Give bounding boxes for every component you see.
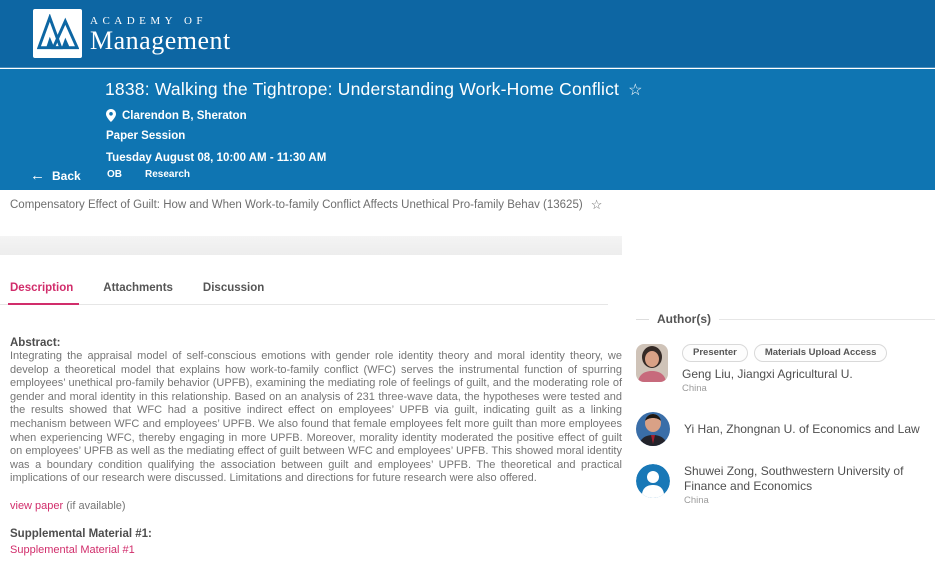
- top-header: [0, 0, 935, 68]
- session-tags: [107, 169, 190, 180]
- view-paper-link[interactable]: view paper: [10, 499, 64, 512]
- session-datetime: Tuesday August 08, 10:00 AM - 11:30 AM: [106, 152, 327, 164]
- logo-management: Management: [90, 26, 231, 55]
- tab-discussion[interactable]: Discussion: [202, 282, 265, 294]
- author-row-yi-han[interactable]: [636, 412, 935, 446]
- authors-sidebar: [636, 312, 935, 506]
- location-pin-icon: [106, 109, 116, 122]
- tab-description[interactable]: Description: [10, 276, 73, 304]
- author-name: Shuwei Zong, Southwestern University of Finance and Economics: [684, 464, 904, 493]
- aom-logo[interactable]: [33, 9, 231, 58]
- session-title: 1838: Walking the Tightrope: Understanding Work-Home Conflict: [105, 79, 620, 99]
- presenter-badge[interactable]: Presenter: [682, 344, 748, 362]
- author-row-shuwei-zong[interactable]: [636, 464, 935, 506]
- authors-heading-label: Author(s): [657, 312, 711, 326]
- description-panel: [10, 337, 622, 558]
- abstract-label: Abstract:: [10, 337, 61, 349]
- paper-title: Compensatory Effect of Guilt: How and When Work-to-family Conflict Affects Unethical Pro-family Behav (13625): [10, 199, 583, 211]
- tag-ob[interactable]: OB: [107, 169, 122, 180]
- tab-bar: [0, 276, 608, 305]
- session-type: Paper Session: [106, 130, 186, 142]
- view-paper-note: (if available): [66, 499, 126, 512]
- author-photo-avatar: [636, 412, 670, 446]
- heading-rule-right: [719, 319, 935, 320]
- back-arrow-icon: ←: [30, 167, 45, 184]
- supplemental-material-link[interactable]: Supplemental Material #1: [10, 543, 135, 556]
- author-row-geng-liu[interactable]: [636, 344, 935, 394]
- author-country: China: [684, 495, 709, 506]
- divider-bar: [0, 236, 622, 255]
- session-banner: [0, 69, 935, 190]
- back-button[interactable]: [30, 167, 81, 184]
- author-name: Geng Liu, Jiangxi Agricultural U.: [682, 367, 853, 381]
- tag-research[interactable]: Research: [145, 169, 191, 180]
- authors-heading: [636, 312, 935, 326]
- tab-attachments[interactable]: Attachments: [103, 282, 173, 294]
- logo-academy-of: ACADEMY OF: [90, 15, 208, 27]
- author-photo-avatar: [636, 344, 668, 382]
- supplemental-material-label: Supplemental Material #1:: [10, 527, 152, 540]
- aom-mountains-icon: [33, 9, 82, 58]
- aom-logo-text: [90, 13, 231, 54]
- abstract-text: Integrating the appraisal model of self-conscious emotions with gender role identity theory and moral identity theory, we develop a theoretical model that explains how work-to-family conflict (WFC) serves the instrumental function of spurring employees’ unethical pro-family behavior (UPFB), examining the mediating role of feelings of guilt, and the moderating role of gender and moral identity in this relationship. Based on an analysis of 231 three-wave data, the hypotheses were tested and the results showed that WFC had a positive indirect effect on employees’ UPFB via guilt, indicating guilt as a linking mechanism between WFC and employees’ UPFB. We also found that female employees felt more guilt than more employees when experiencing WFC, thereby engaging in more UPFB. Moreover, morality identity moderated the positive effect of guilt on employees’ UPFB as well as the mediating effect of guilt between WFC and employees’ UPFB. This showed moral identity was a boundary condition qualifying the association between guilt and employees’ UPFB. The theoretical and practical implications of our research were discussed. Limitations and directions for future research were also offered.: [10, 350, 622, 485]
- author-name: Yi Han, Zhongnan U. of Economics and Law: [684, 421, 920, 436]
- favorite-paper-star-icon[interactable]: ☆: [590, 197, 603, 212]
- default-person-avatar-icon: [636, 464, 670, 498]
- heading-rule-left: [636, 319, 649, 320]
- back-label: Back: [52, 168, 81, 183]
- author-country: China: [682, 383, 707, 394]
- materials-upload-access-badge[interactable]: Materials Upload Access: [754, 344, 888, 362]
- favorite-session-star-icon[interactable]: ☆: [628, 81, 643, 99]
- session-location: Clarendon B, Sheraton: [122, 109, 247, 122]
